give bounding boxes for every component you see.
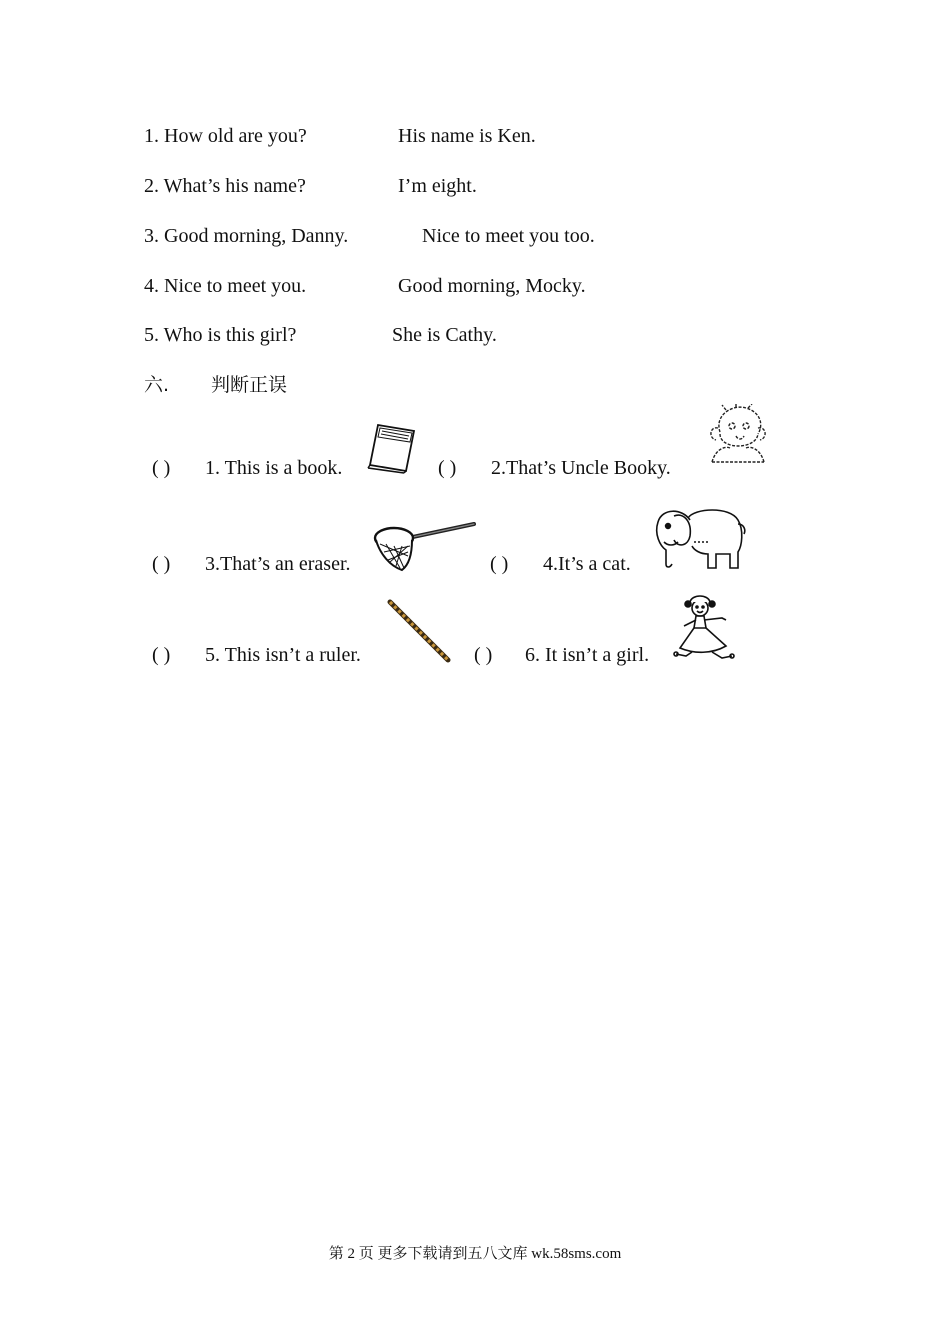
judge-bracket-1[interactable]: ( ) <box>152 457 171 479</box>
page-footer: 第 2 页 更多下载请到五八文库 wk.58sms.com <box>328 1246 622 1262</box>
judge-text-5: 5. This isn’t a ruler. <box>205 644 361 666</box>
match-question-5: 5. Who is this girl? <box>144 324 297 346</box>
match-answer-4: Good morning, Mocky. <box>398 275 586 297</box>
match-answer-5: She is Cathy. <box>392 324 497 346</box>
net-icon <box>372 516 476 574</box>
section-number: 六. <box>144 374 170 396</box>
judge-text-3: 3.That’s an eraser. <box>205 553 351 575</box>
uncle-booky-icon <box>706 404 770 466</box>
match-question-4: 4. Nice to meet you. <box>144 275 307 297</box>
match-question-3: 3. Good morning, Danny. <box>144 225 349 247</box>
judge-bracket-3[interactable]: ( ) <box>152 553 171 575</box>
judge-bracket-4[interactable]: ( ) <box>490 553 509 575</box>
match-question-1: 1. How old are you? <box>144 125 307 147</box>
match-answer-2: I’m eight. <box>398 175 477 197</box>
judge-text-2: 2.That’s Uncle Booky. <box>491 457 671 479</box>
rope-icon <box>386 598 452 664</box>
match-answer-1: His name is Ken. <box>398 125 536 147</box>
judge-bracket-5[interactable]: ( ) <box>152 644 171 666</box>
section-title: 判断正误 <box>211 374 288 396</box>
judge-bracket-6[interactable]: ( ) <box>474 644 493 666</box>
judge-bracket-2[interactable]: ( ) <box>438 457 457 479</box>
girl-icon <box>672 594 744 664</box>
elephant-icon <box>654 502 746 574</box>
book-icon <box>366 422 418 474</box>
match-answer-3: Nice to meet you too. <box>422 225 595 247</box>
judge-text-1: 1. This is a book. <box>205 457 343 479</box>
judge-text-4: 4.It’s a cat. <box>543 553 631 575</box>
match-question-2: 2. What’s his name? <box>144 175 306 197</box>
judge-text-6: 6. It isn’t a girl. <box>525 644 650 666</box>
